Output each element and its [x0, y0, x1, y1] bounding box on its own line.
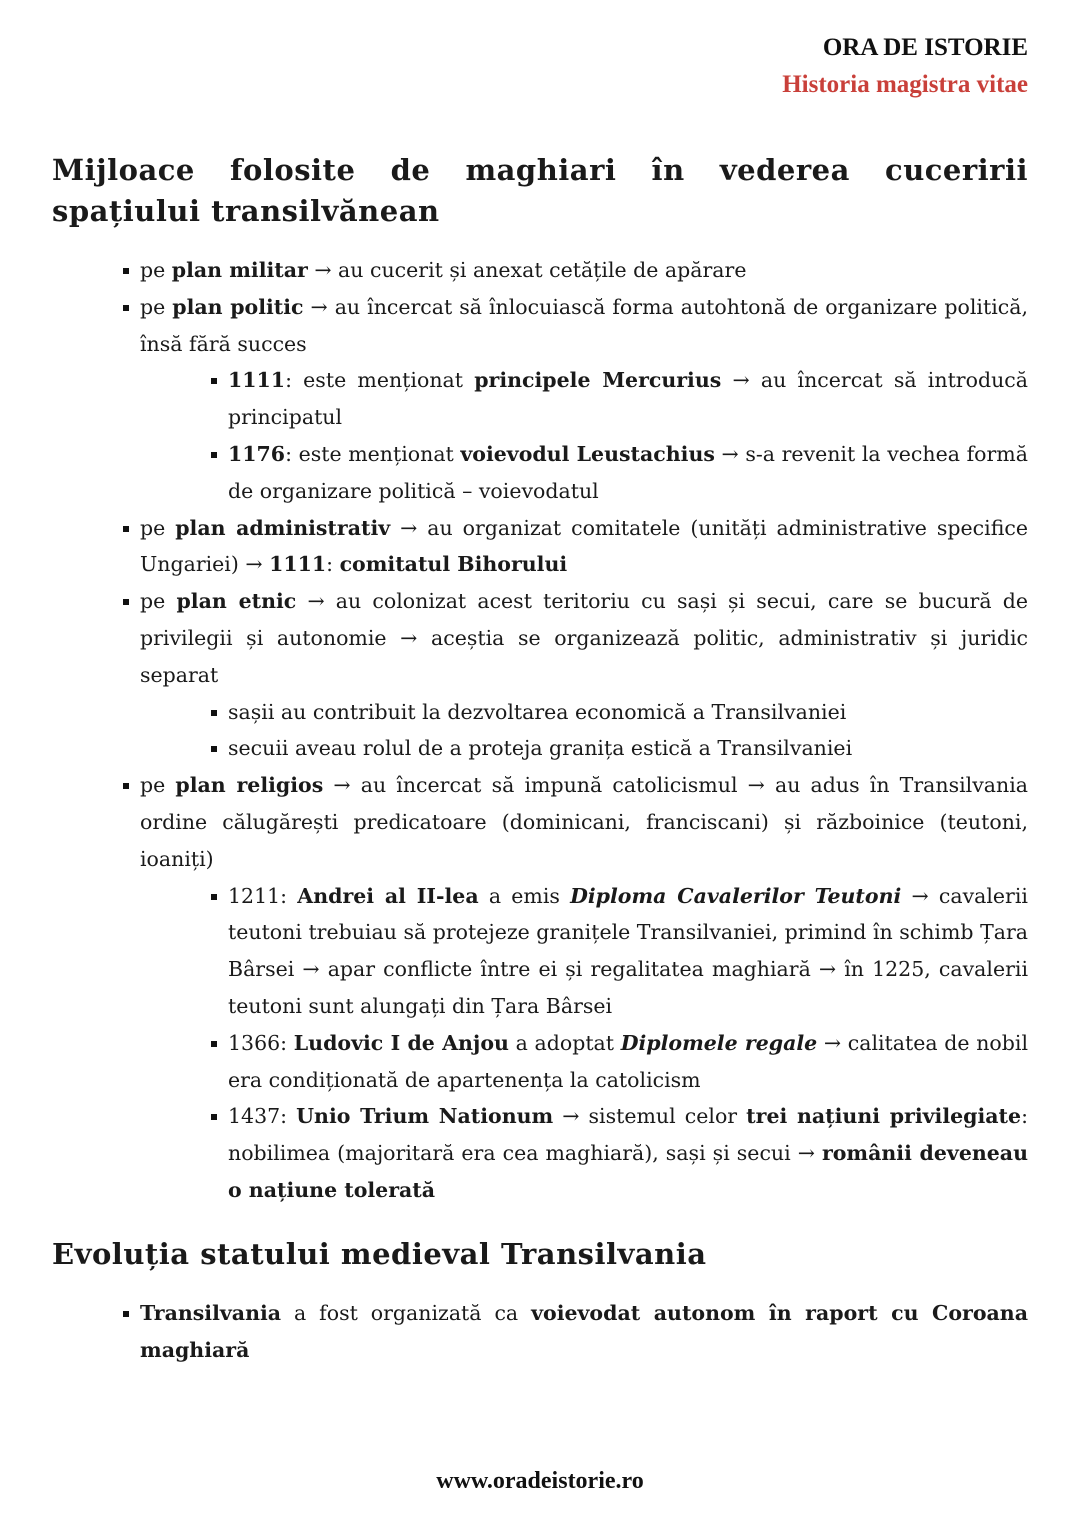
text: 1211:: [228, 883, 298, 908]
bullet-item: [140, 289, 1028, 363]
bold-text: trei națiuni privilegiate: [746, 1104, 1022, 1129]
bold-text: plan etnic: [176, 589, 297, 614]
bullet-item: [140, 1295, 1028, 1369]
bullet-item: [140, 510, 1028, 584]
bold-text: 1111: [269, 552, 327, 577]
bold-text: Diploma Cavalerilor Teutoni: [570, 883, 902, 908]
text: → cavalerii teutoni trebuiau să protejeze granițele Transilvaniei, primind în schimb Țara Bârsei → apar conflicte între ei și regalitatea maghiară → în 1225, cavalerii teutoni sunt alungați din Țara Bârsei: [228, 883, 1028, 1018]
text: → au colonizat acest teritoriu cu sași și secui, care se bucură de privilegii și autonomie → aceștia se organizează politic, administrativ și juridic separat: [140, 589, 1029, 687]
text: → au cucerit și anexat cetățile de apărare: [307, 258, 747, 282]
sub-bullet-item: [228, 362, 1028, 436]
text: :: [326, 552, 340, 577]
text: 1366:: [228, 1030, 294, 1055]
bold-text: plan militar: [171, 258, 308, 282]
bold-text: Diplomele regale: [620, 1030, 818, 1055]
page-header: [782, 30, 1028, 104]
sub-bullet-item: [228, 730, 1028, 767]
bold-text: Andrei al II-lea: [297, 883, 479, 908]
bold-text: plan administrativ: [175, 515, 391, 540]
bullet-item: [140, 583, 1028, 693]
sub-bullet-item: [228, 878, 1028, 1025]
bold-text: voievodat autonom în raport cu Coroana maghiară: [140, 1301, 1028, 1362]
bold-text: plan religios: [175, 773, 324, 798]
text: pe: [140, 258, 172, 282]
sub-bullet-item: [228, 436, 1028, 510]
text: secuii aveau rolul de a proteja granița estică a Transilvaniei: [228, 736, 853, 761]
bullet-item: [140, 252, 1028, 289]
text: pe: [140, 515, 176, 540]
text: pe: [140, 773, 176, 798]
text: pe: [140, 294, 173, 319]
bold-text: românii deveneau o națiune tolerată: [228, 1141, 1028, 1202]
text: : este menționat: [285, 368, 475, 393]
bullet-item: [140, 767, 1028, 877]
bold-text: Ludovic I de Anjou: [293, 1030, 509, 1055]
text: pe: [140, 589, 177, 614]
text: → calitatea de nobil era condiționată de apartenența la catolicism: [228, 1030, 1028, 1092]
text: a adoptat: [508, 1030, 621, 1055]
text: a emis: [478, 883, 571, 908]
text: → au încercat să introducă principatul: [228, 368, 1028, 430]
site-motto: Historia magistra vitae: [782, 71, 1028, 98]
text: a fost organizată ca: [281, 1301, 532, 1325]
footer-website: www.oradeistorie.ro: [436, 1468, 644, 1494]
sub-bullet-item: [228, 694, 1028, 731]
bold-text: Unio Trium Nationum: [296, 1104, 554, 1129]
text: → au încercat să impună catolicismul → au adus în Transilvania ordine călugărești predicatoare (dominicani, franciscani) și războinice (teutoni, ioaniți): [140, 773, 1028, 871]
bold-text: principele Mercurius: [474, 368, 722, 393]
bold-text: Transilvania: [140, 1301, 282, 1325]
sub-bullet-item: [228, 1098, 1028, 1208]
section-1-list: [0, 252, 1080, 1209]
sub-bullet-item: [228, 1025, 1028, 1099]
text: 1437:: [228, 1104, 297, 1129]
section-2-list: [0, 1295, 1080, 1369]
text: → s-a revenit la vechea formă de organizare politică – voievodatul: [228, 441, 1028, 503]
text: sașii au contribuit la dezvoltarea economică a Transilvaniei: [228, 699, 847, 724]
bold-text: 1176: [228, 441, 286, 466]
text: : nobilimea (majoritară era cea maghiară), sași și secui →: [228, 1104, 1028, 1166]
section-title-2: Evoluția statului medieval Transilvania: [52, 1237, 707, 1271]
site-title: ORA DE ISTORIE: [822, 34, 1028, 61]
bold-text: plan politic: [172, 294, 304, 319]
text: → au organizat comitatele (unități administrative specifice Ungariei) →: [140, 515, 1028, 577]
bold-text: 1111: [228, 368, 286, 393]
text: : este menționat: [285, 441, 461, 466]
text: → au încercat să înlocuiască forma autohtonă de organizare politică, însă fără succes: [140, 294, 1028, 356]
text: → sistemul celor: [553, 1104, 747, 1129]
bold-text: comitatul Bihorului: [339, 552, 568, 577]
section-title-1: Mijloace folosite de maghiari în vederea cuceririi spațiului transilvănean: [52, 153, 1028, 228]
bold-text: voievodul Leustachius: [460, 441, 715, 466]
